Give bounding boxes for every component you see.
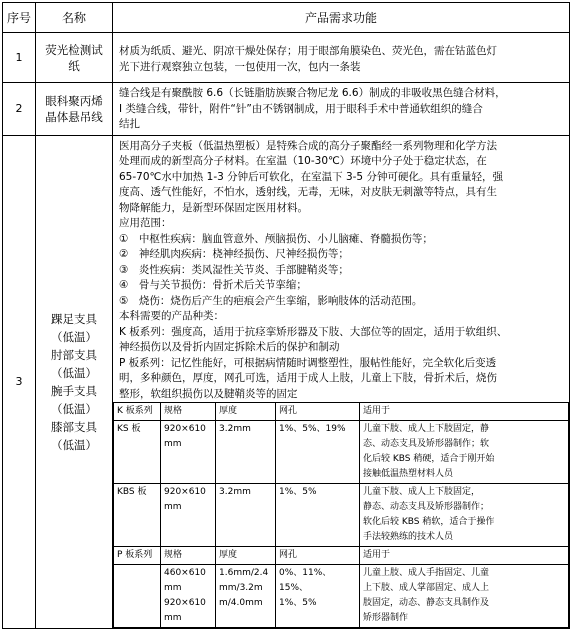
table-row	[3, 33, 570, 83]
desc-line: 结扎	[119, 118, 140, 130]
spec-use-line: 静态、动态支具及矫形器制作；	[363, 502, 490, 512]
spec-row	[114, 565, 569, 628]
desc-line: 医用高分子夹板（低温热塑板）是特殊合成的高分子聚酯经一系列物理和化学方法	[119, 139, 497, 152]
desc-line: ① 中枢性疾病：脑血管意外、颅脑损伤、小儿脑瘫、脊髓损伤等；	[119, 232, 433, 245]
name-line: 纸	[68, 58, 80, 73]
spec-use-line: 儿童下肢、成人上下肢固定，静	[363, 424, 490, 434]
name-line: （低温）	[51, 365, 97, 380]
desc-line: 应用范围：	[119, 217, 172, 229]
table-row	[3, 83, 570, 136]
spec-mesh	[276, 565, 360, 628]
desc-line: P 板系列：记忆性能好，可根据病情随时调整塑性，服帖性能好，完全软化后变透	[119, 356, 497, 369]
spec-thickness-line: mm/3.2m	[219, 583, 263, 593]
row-no: 2	[3, 83, 36, 136]
desc-line: 缝合线是有聚酰胺 6.6（长链脂肪族聚合物尼龙 6.6）制成的非吸收黑色缝合材料，	[119, 87, 506, 99]
spec-thickness-line: m/4.0mm	[219, 598, 263, 608]
spec-header-row	[114, 547, 569, 565]
row-desc	[113, 33, 570, 83]
spec-name	[114, 565, 161, 628]
row-desc	[113, 83, 570, 136]
spec-size-line: 920×610	[164, 487, 206, 497]
desc-line: 本科需要的产品种类：	[119, 310, 224, 322]
spec-use-line: 手法较熟练的技术人员	[363, 532, 454, 542]
spec-use	[360, 484, 569, 547]
name-line: 荧光检测试	[45, 42, 103, 57]
spec-header: 网孔	[276, 547, 360, 565]
spec-thickness-line: 1.6mm/2.4	[219, 568, 269, 578]
desc-line: 65-70℃水中加热 1-3 分钟后可软化，在室温下 3-5 分钟可硬化。具有重量轻，强	[119, 170, 503, 183]
desc-line: K 板系列：强度高，适用于抗痉挛矫形器及下肢、大部位等的固定，适用于软组织、	[119, 325, 508, 338]
spec-size-line: 920×610	[164, 424, 206, 434]
spec-header: K 板系列	[114, 403, 161, 421]
spec-size	[161, 421, 216, 484]
spec-row	[114, 421, 569, 484]
spec-header: 规格	[161, 547, 216, 565]
spec-header: 厚度	[216, 403, 276, 421]
spec-header: P 板系列	[114, 547, 161, 565]
desc-line: 处理而成的新型高分子材料。在室温（10-30℃）环境中分子处于稳定状态，在	[119, 155, 487, 167]
desc-line: 材质为纸质、避光、阴凉干燥处保存；用于眼部角膜染色、荧光色，需在钴蓝色灯	[119, 45, 497, 57]
desc-line: I 类缝合线，带针，附件“针”由不锈钢制成，用于眼科手术中普通软组织的缝合	[119, 102, 483, 115]
spec-use-line: 儿童上肢、成人手指固定、儿童	[363, 568, 490, 578]
row-name	[36, 33, 113, 83]
spec-size-line: mm	[164, 502, 182, 512]
spec-thickness: 3.2mm	[216, 421, 276, 484]
product-spec-table	[113, 402, 569, 628]
row-no: 1	[3, 33, 36, 83]
spec-row	[114, 484, 569, 547]
name-line: （低温）	[51, 401, 97, 416]
spec-size-line: mm	[164, 583, 182, 593]
name-line: （低温）	[51, 329, 97, 344]
name-line: 肘部支具	[51, 347, 97, 362]
spec-use-line: 化后较 KBS 稍硬，适合于刚开始	[363, 454, 495, 464]
spec-header: 适用于	[360, 403, 569, 421]
header-desc: 产品需求功能	[113, 3, 570, 33]
desc-line: 光下进行观察独立包装，一包使用一次，包内一条装	[119, 60, 361, 73]
spec-size-line: 460×610	[164, 568, 206, 578]
desc-line: 神经损伤以及骨折内固定拆除术后的保护和制动	[119, 341, 340, 353]
spec-thickness: 3.2mm	[216, 484, 276, 547]
name-line: （低温）	[51, 437, 97, 452]
name-line: 眼科聚丙烯	[45, 93, 103, 108]
row-no: 3	[3, 135, 36, 629]
name-line: 腕手支具	[51, 383, 97, 398]
desc-line: 度高、透气性能好，不怕水，透射线，无毒，无味，对皮肤无刺激等特点，具有生	[119, 186, 497, 198]
spec-header: 厚度	[216, 547, 276, 565]
name-line: 踝足支具	[51, 311, 97, 326]
spec-use-line: 态、动态支具及矫形器制作；软	[363, 439, 490, 449]
spec-mesh-line: 0%、11%、15%、	[279, 568, 332, 593]
spec-thickness	[216, 565, 276, 628]
spec-use-line: 接触低温热塑材料人员	[363, 469, 454, 479]
desc-line: 物降解能力，是新型环保固定医用材料。	[119, 201, 308, 214]
requirements-table	[2, 2, 570, 629]
spec-name: KBS 板	[114, 484, 161, 547]
desc-line: ③ 炎性疾病：类风湿性关节炎、手部腱鞘炎等；	[119, 263, 349, 276]
spec-size-line: mm	[164, 439, 182, 449]
spec-use-line: 上下肢、成人掌部固定、成人上	[363, 583, 490, 593]
spec-size-line: mm	[164, 613, 182, 623]
header-name: 名称	[36, 3, 113, 33]
spec-header: 规格	[161, 403, 216, 421]
spec-use-line: 矫形器制作	[363, 613, 409, 623]
spec-name: KS 板	[114, 421, 161, 484]
spec-use-line: 软化后较 KBS 稍软，适合于操作	[363, 517, 495, 527]
table-header-row	[3, 3, 570, 33]
desc-line: ② 神经肌肉疾病：桡神经损伤、尺神经损伤等；	[119, 248, 349, 260]
desc-line: ④ 骨与关节损伤：骨折术后关节挛缩；	[119, 279, 307, 291]
spec-use	[360, 565, 569, 628]
spec-use-line: 儿童下肢、成人上下肢固定，	[363, 487, 481, 497]
spec-header: 适用于	[360, 547, 569, 565]
desc-line: ⑤ 烧伤：烧伤后产生的疤痕会产生挛缩，影响肢体的活动范围。	[119, 294, 423, 307]
spec-use	[360, 421, 569, 484]
table-row	[3, 135, 570, 629]
spec-size	[161, 484, 216, 547]
name-line: 膝部支具	[51, 419, 97, 434]
document-page	[2, 2, 570, 638]
spec-mesh: 1%、5%、19%	[276, 421, 360, 484]
row-desc	[113, 135, 570, 629]
desc-line: 明，多种颜色，厚度，网孔可选，适用于成人上肢，儿童上下肢，骨折术后，烧伤	[119, 372, 497, 384]
spec-mesh: 1%、5%	[276, 484, 360, 547]
desc-line: 整形，软组织损伤以及腱鞘炎等的固定	[119, 387, 298, 400]
name-line: 晶体悬吊线	[45, 109, 103, 124]
spec-use-line: 肢固定，动态、静态支具制作及	[363, 598, 490, 608]
header-no: 序号	[3, 3, 36, 33]
row-name	[36, 135, 113, 629]
spec-mesh-line: 1%、5%	[279, 598, 317, 608]
spec-header: 网孔	[276, 403, 360, 421]
row-name	[36, 83, 113, 136]
spec-header-row	[114, 403, 569, 421]
spec-size	[161, 565, 216, 628]
spec-size-line: 920×610	[164, 598, 206, 608]
